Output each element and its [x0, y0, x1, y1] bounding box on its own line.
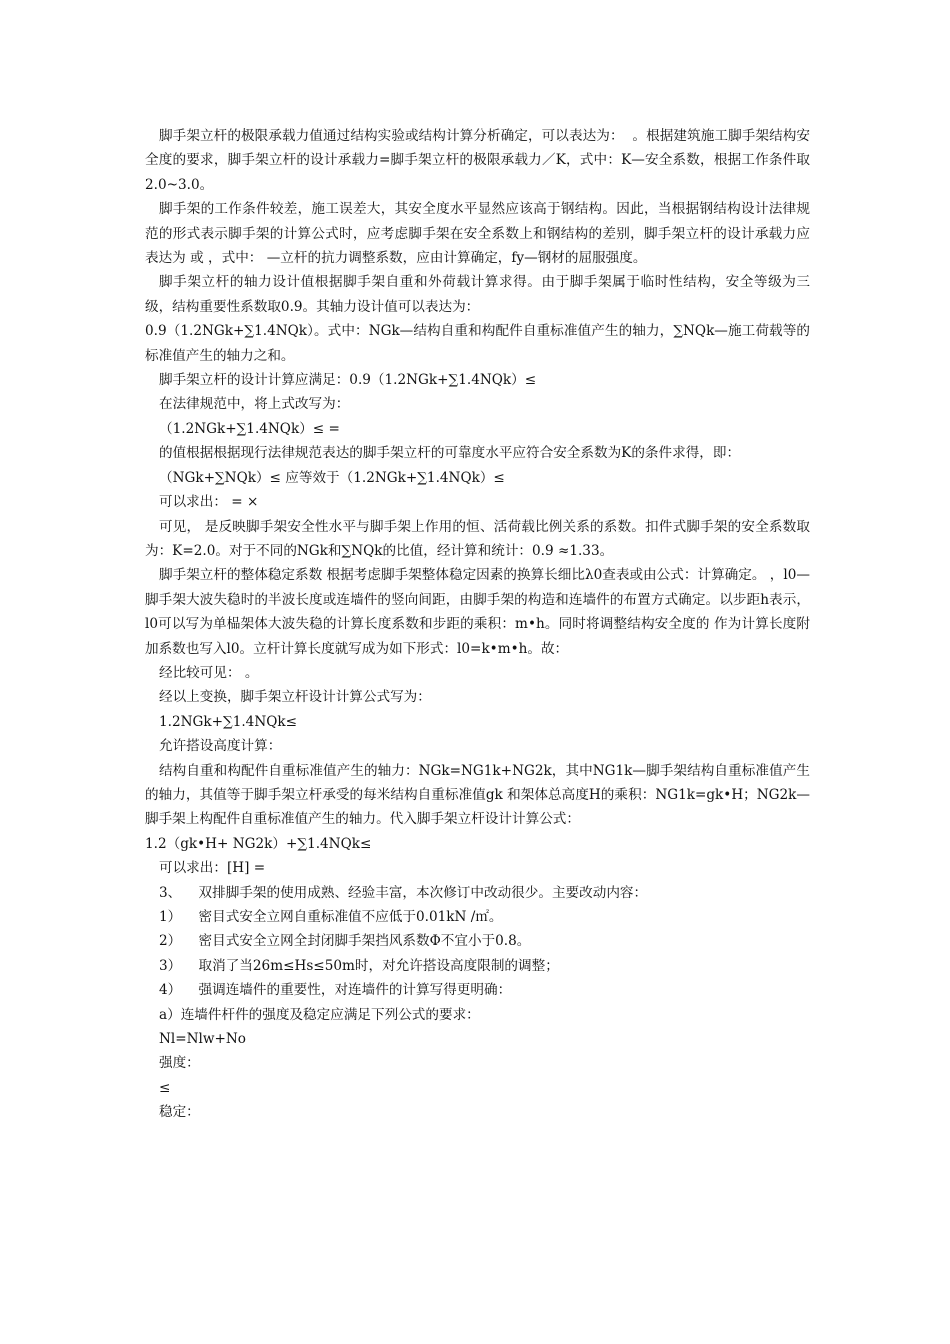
list-item: 4） 强调连墙件的重要性，对连墙件的计算写得更明确：: [159, 982, 512, 999]
paragraph: 经以上变换，脚手架立杆设计计算公式写为：: [159, 689, 431, 706]
list-item: 2） 密目式安全立网全封闭脚手架挡风系数Φ不宜小于0.8。: [159, 933, 531, 950]
paragraph: 脚手架立杆的设计计算应满足：0.9（1.2NGk+∑1.4NQk）≤: [159, 372, 537, 389]
paragraph: 可见， 是反映脚手架安全性水平与脚手架上作用的恒、活荷载比例关系的系数。扣件式脚手架的安全系数取为：K=2.0。对于不同的NGk和∑NQk的比值，经计算和统计：0.9 ≈1.33。: [145, 518, 810, 559]
formula-line: 1.2NGk+∑1.4NQk≤: [159, 713, 297, 730]
formula-line: （1.2NGk+∑1.4NQk）≤ =: [159, 420, 340, 437]
paragraph: 脚手架立杆的轴力设计值根据脚手架自重和外荷载计算求得。由于脚手架属于临时性结构，安全等级为三级，结构重要性系数取0.9。其轴力设计值可以表达为：: [145, 274, 810, 315]
formula-line: 1.2（gk•H+ NG2k）+∑1.4NQk≤: [145, 835, 372, 852]
paragraph: 的值根据根据现行法律规范表达的脚手架立杆的可靠度水平应符合安全系数为K的条件求得，即：: [159, 445, 741, 462]
document-body: [145, 124, 810, 1125]
paragraph: 脚手架的工作条件较差，施工误差大，其安全度水平显然应该高于钢结构。因此，当根据钢结构设计法律规范的形式表示脚手架的计算公式时，应考虑脚手架在安全系数上和钢结构的差别，脚手架立杆的设计承载力应表达为 或 ，式中： —立杆的抗力调整系数，应由计算确定，fy—钢材的屈服强度。: [145, 201, 810, 267]
paragraph: 强度：: [159, 1055, 200, 1072]
paragraph: a）连墙件杆件的强度及稳定应满足下列公式的要求：: [159, 1006, 480, 1023]
list-item: 3） 取消了当26m≤Hs≤50m时，对允许搭设高度限制的调整；: [159, 957, 559, 974]
paragraph: 脚手架立杆的整体稳定系数 根据考虑脚手架整体稳定因素的换算长细比λ0查表或由公式：计算确定。 ，l0—脚手架大波失稳时的半波长度或连墙件的竖向间距，由脚手架的构造和连墙件的布置方式确定。以步距h表示，l0可以写为单榀架体大波失稳的计算长度系数和步距的乘积：m•h。同时将调整结构安全度的 作为计算长度附加系数也写入l0。立杆计算长度就写成为如下形式：l0=k•m•h。故：: [145, 567, 810, 657]
formula-line: 可以求出： = ×: [159, 494, 259, 511]
paragraph: 脚手架立杆的极限承载力值通过结构实验或结构计算分析确定，可以表达为： 。根据建筑施工脚手架结构安全度的要求，脚手架立杆的设计承载力=脚手架立杆的极限承载力／K，式中：K—安全系数，根据工作条件取2.0~3.0。: [145, 128, 810, 193]
paragraph: 经比较可见： 。: [159, 664, 259, 681]
section-heading: 允许搭设高度计算：: [159, 738, 282, 755]
formula-line: Nl=Nlw+No: [159, 1031, 246, 1048]
formula-line: 可以求出：[H] =: [159, 860, 266, 877]
list-item: 1） 密目式安全立网自重标准值不应低于0.01kN /㎡。: [159, 909, 503, 925]
paragraph: 稳定：: [159, 1104, 200, 1121]
paragraph: 结构自重和构配件自重标准值产生的轴力：NGk=NG1k+NG2k，其中NG1k—脚手架结构自重标准值产生的轴力，其值等于脚手架立杆承受的每米结构自重标准值gk 和架体总高度H的乘积：NG1k=gk•H；NG2k—脚手架上构配件自重标准值产生的轴力。代入脚手架立杆设计计算公式：: [145, 762, 810, 828]
paragraph: 在法律规范中，将上式改写为：: [159, 396, 350, 413]
formula-line: ≤: [159, 1079, 171, 1096]
list-item: 3、 双排脚手架的使用成熟、经验丰富，本次修订中改动很少。主要改动内容：: [159, 884, 648, 901]
paragraph: 0.9（1.2NGk+∑1.4NQk）。式中：NGk—结构自重和构配件自重标准值产生的轴力，∑NQk—施工荷载等的标准值产生的轴力之和。: [145, 323, 810, 364]
formula-line: （NGk+∑NQk）≤ 应等效于（1.2NGk+∑1.4NQk）≤: [159, 469, 505, 486]
